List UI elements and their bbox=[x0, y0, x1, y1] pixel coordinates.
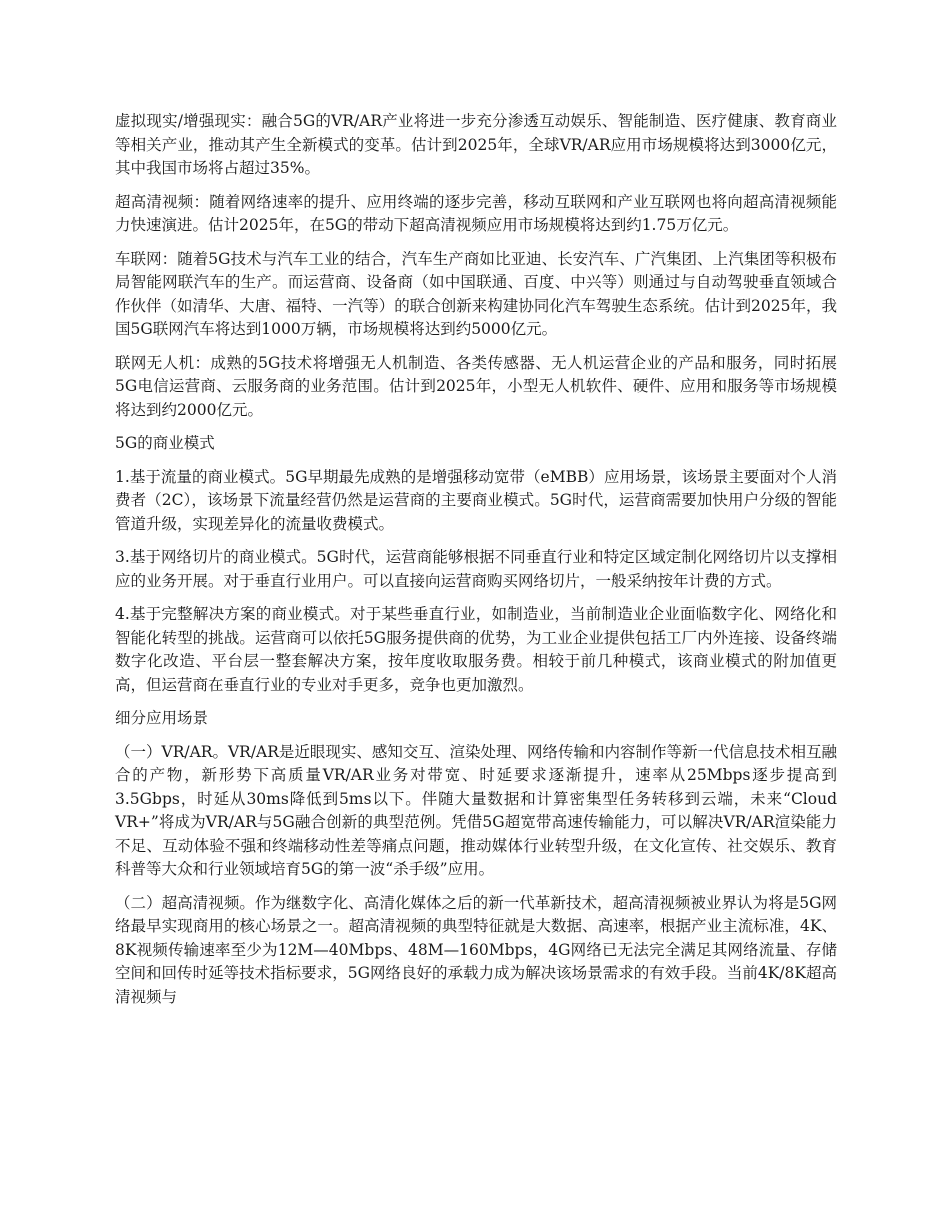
paragraph-vr-ar-scenario: （一）VR/AR。VR/AR是近眼现实、感知交互、渲染处理、网络传输和内容制作等新一代信息技术相互融合的产物，新形势下高质量VR/AR业务对带宽、时延要求逐渐提升，速率从25Mbps逐步提高到3.5Gbps，时延从30ms降低到5ms以下。伴随大量数据和计算密集型任务转移到云端，未来“Cloud VR+”将成为VR/AR与5G融合创新的典型范例。凭借5G超宽带高速传输能力，可以解决VR/AR渲染能力不足、互动体验不强和终端移动性差等痛点问题，推动媒体行业转型升级，在文化宣传、社交娱乐、教育科普等大众和行业领域培育5G的第一波“杀手级”应用。 bbox=[115, 742, 837, 878]
section-heading-business-models: 5G的商业模式 bbox=[115, 434, 215, 452]
paragraph-network-slicing-model: 3.基于网络切片的商业模式。5G时代，运营商能够根据不同垂直行业和特定区域定制化网络切片以支撑相应的业务开展。对于垂直行业用户。可以直接向运营商购买网络切片，一般采纳按年计费的方式。 bbox=[115, 548, 837, 590]
paragraph-connected-drones: 联网无人机：成熟的5G技术将增强无人机制造、各类传感器、无人机运营企业的产品和服务，同时拓展5G电信运营商、云服务商的业务范围。估计到2025年，小型无人机软件、硬件、应用和服务等市场规模将达到约2000亿元。 bbox=[115, 353, 837, 419]
paragraph-traffic-model: 1.基于流量的商业模式。5G早期最先成熟的是增强移动宽带（eMBB）应用场景，该场景主要面对个人消费者（2C），该场景下流量经营仍然是运营商的主要商业模式。5G时代，运营商需要加快用户分级的智能管道升级，实现差异化的流量收费模式。 bbox=[115, 467, 837, 533]
paragraph-connected-vehicles: 车联网：随着5G技术与汽车工业的结合，汽车生产商如比亚迪、长安汽车、广汽集团、上汽集团等积极布局智能网联汽车的生产。而运营商、设备商（如中国联通、百度、中兴等）则通过与自动驾驶垂直领域合作伙伴（如清华、大唐、福特、一汽等）的联合创新来构建协同化汽车驾驶生态系统。估计到2025年，我国5G联网汽车将达到1000万辆，市场规模将达到约5000亿元。 bbox=[115, 249, 837, 338]
paragraph-uhd-video-scenario: （二）超高清视频。作为继数字化、高清化媒体之后的新一代革新技术，超高清视频被业界认为将是5G网络最早实现商用的核心场景之一。超高清视频的典型特征就是大数据、高速率，根据产业主流标准，4K、8K视频传输速率至少为12M—40Mbps、48M—160Mbps，4G网络已无法完全满足其网络流量、存储空间和回传时延等技术指标要求，5G网络良好的承载力成为解决该场景需求的有效手段。当前4K/8K超高清视频与 bbox=[115, 893, 837, 1006]
document-page bbox=[115, 110, 837, 1019]
paragraph-vr-ar-market: 虚拟现实/增强现实：融合5G的VR/AR产业将进一步充分渗透互动娱乐、智能制造、医疗健康、教育商业等相关产业，推动其产生全新模式的变革。估计到2025年，全球VR/AR应用市场规模将达到3000亿元，其中我国市场将占超过35%。 bbox=[115, 112, 837, 177]
paragraph-complete-solution-model: 4.基于完整解决方案的商业模式。对于某些垂直行业，如制造业，当前制造业企业面临数字化、网络化和智能化转型的挑战。运营商可以依托5G服务提供商的优势，为工业企业提供包括工厂内外连接、设备终端数字化改造、平台层一整套解决方案，按年度收取服务费。相较于前几种模式，该商业模式的附加值更高，但运营商在垂直行业的专业对手更多，竞争也更加激烈。 bbox=[115, 605, 837, 694]
paragraph-uhd-video-market: 超高清视频：随着网络速率的提升、应用终端的逐步完善，移动互联网和产业互联网也将向超高清视频能力快速演进。估计2025年，在5G的带动下超高清视频应用市场规模将达到约1.75万亿元。 bbox=[115, 192, 837, 234]
section-heading-application-scenarios: 细分应用场景 bbox=[115, 709, 209, 727]
